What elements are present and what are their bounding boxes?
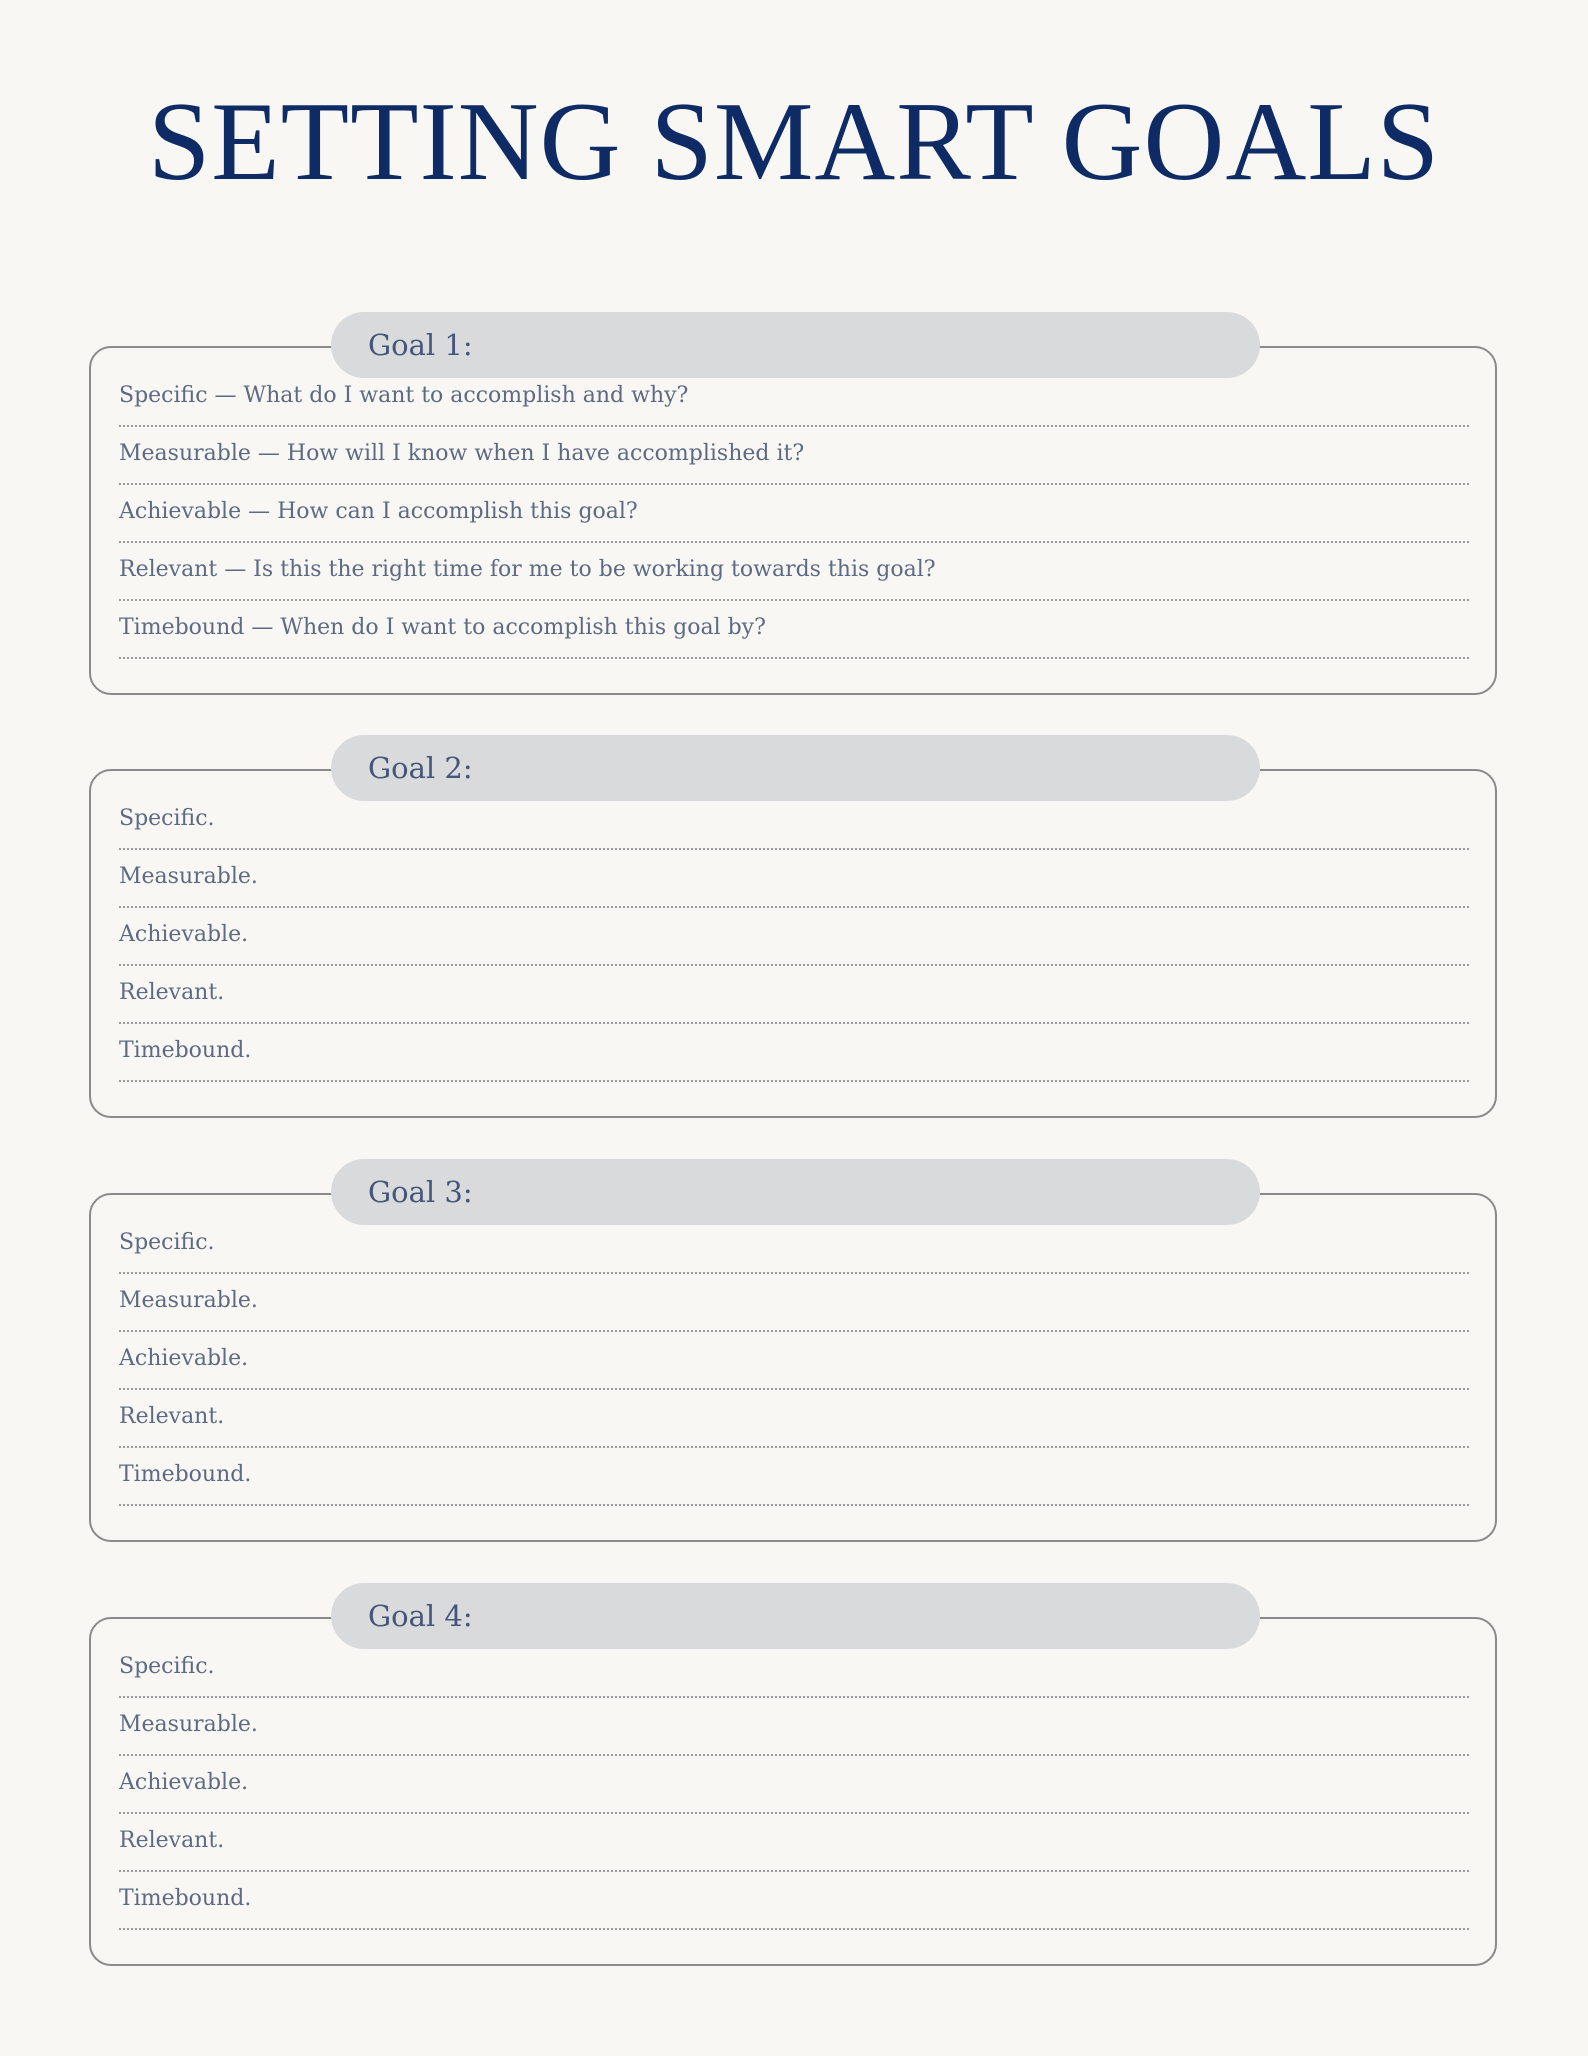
goal-card-1 <box>89 328 1497 695</box>
goal-4-prompts <box>119 1642 1469 1930</box>
goal-1-timebound-line[interactable]: Timebound — When do I want to accomplish this goal by? <box>119 603 1469 659</box>
goal-3-prompts <box>119 1218 1469 1506</box>
goal-4-heading[interactable]: Goal 4: <box>331 1583 1260 1649</box>
goal-2-achievable-line[interactable]: Achievable. <box>119 910 1469 966</box>
goal-2-specific-line[interactable]: Specific. <box>119 794 1469 850</box>
goal-card-3 <box>89 1175 1497 1542</box>
goal-card-4 <box>89 1599 1497 1966</box>
goal-1-achievable-line[interactable]: Achievable — How can I accomplish this goal? <box>119 487 1469 543</box>
goal-3-specific-line[interactable]: Specific. <box>119 1218 1469 1274</box>
goal-4-relevant-line[interactable]: Relevant. <box>119 1816 1469 1872</box>
goal-2-relevant-line[interactable]: Relevant. <box>119 968 1469 1024</box>
goal-card-2 <box>89 751 1497 1118</box>
goal-2-heading[interactable]: Goal 2: <box>331 735 1260 801</box>
goal-3-achievable-line[interactable]: Achievable. <box>119 1334 1469 1390</box>
goal-4-achievable-line[interactable]: Achievable. <box>119 1758 1469 1814</box>
page-title: SETTING SMART GOALS <box>147 80 1441 204</box>
goal-4-measurable-line[interactable]: Measurable. <box>119 1700 1469 1756</box>
goal-1-relevant-line[interactable]: Relevant — Is this the right time for me to be working towards this goal? <box>119 545 1469 601</box>
goal-1-specific-line[interactable]: Specific — What do I want to accomplish and why? <box>119 371 1469 427</box>
goal-2-timebound-line[interactable]: Timebound. <box>119 1026 1469 1082</box>
goal-2-prompts <box>119 794 1469 1082</box>
goal-3-timebound-line[interactable]: Timebound. <box>119 1450 1469 1506</box>
goal-3-relevant-line[interactable]: Relevant. <box>119 1392 1469 1448</box>
goal-4-timebound-line[interactable]: Timebound. <box>119 1874 1469 1930</box>
goal-4-specific-line[interactable]: Specific. <box>119 1642 1469 1698</box>
goal-1-measurable-line[interactable]: Measurable — How will I know when I have accomplished it? <box>119 429 1469 485</box>
goal-2-measurable-line[interactable]: Measurable. <box>119 852 1469 908</box>
goal-3-heading[interactable]: Goal 3: <box>331 1159 1260 1225</box>
goal-1-prompts <box>119 371 1469 659</box>
goal-3-measurable-line[interactable]: Measurable. <box>119 1276 1469 1332</box>
goal-1-heading[interactable]: Goal 1: <box>331 312 1260 378</box>
